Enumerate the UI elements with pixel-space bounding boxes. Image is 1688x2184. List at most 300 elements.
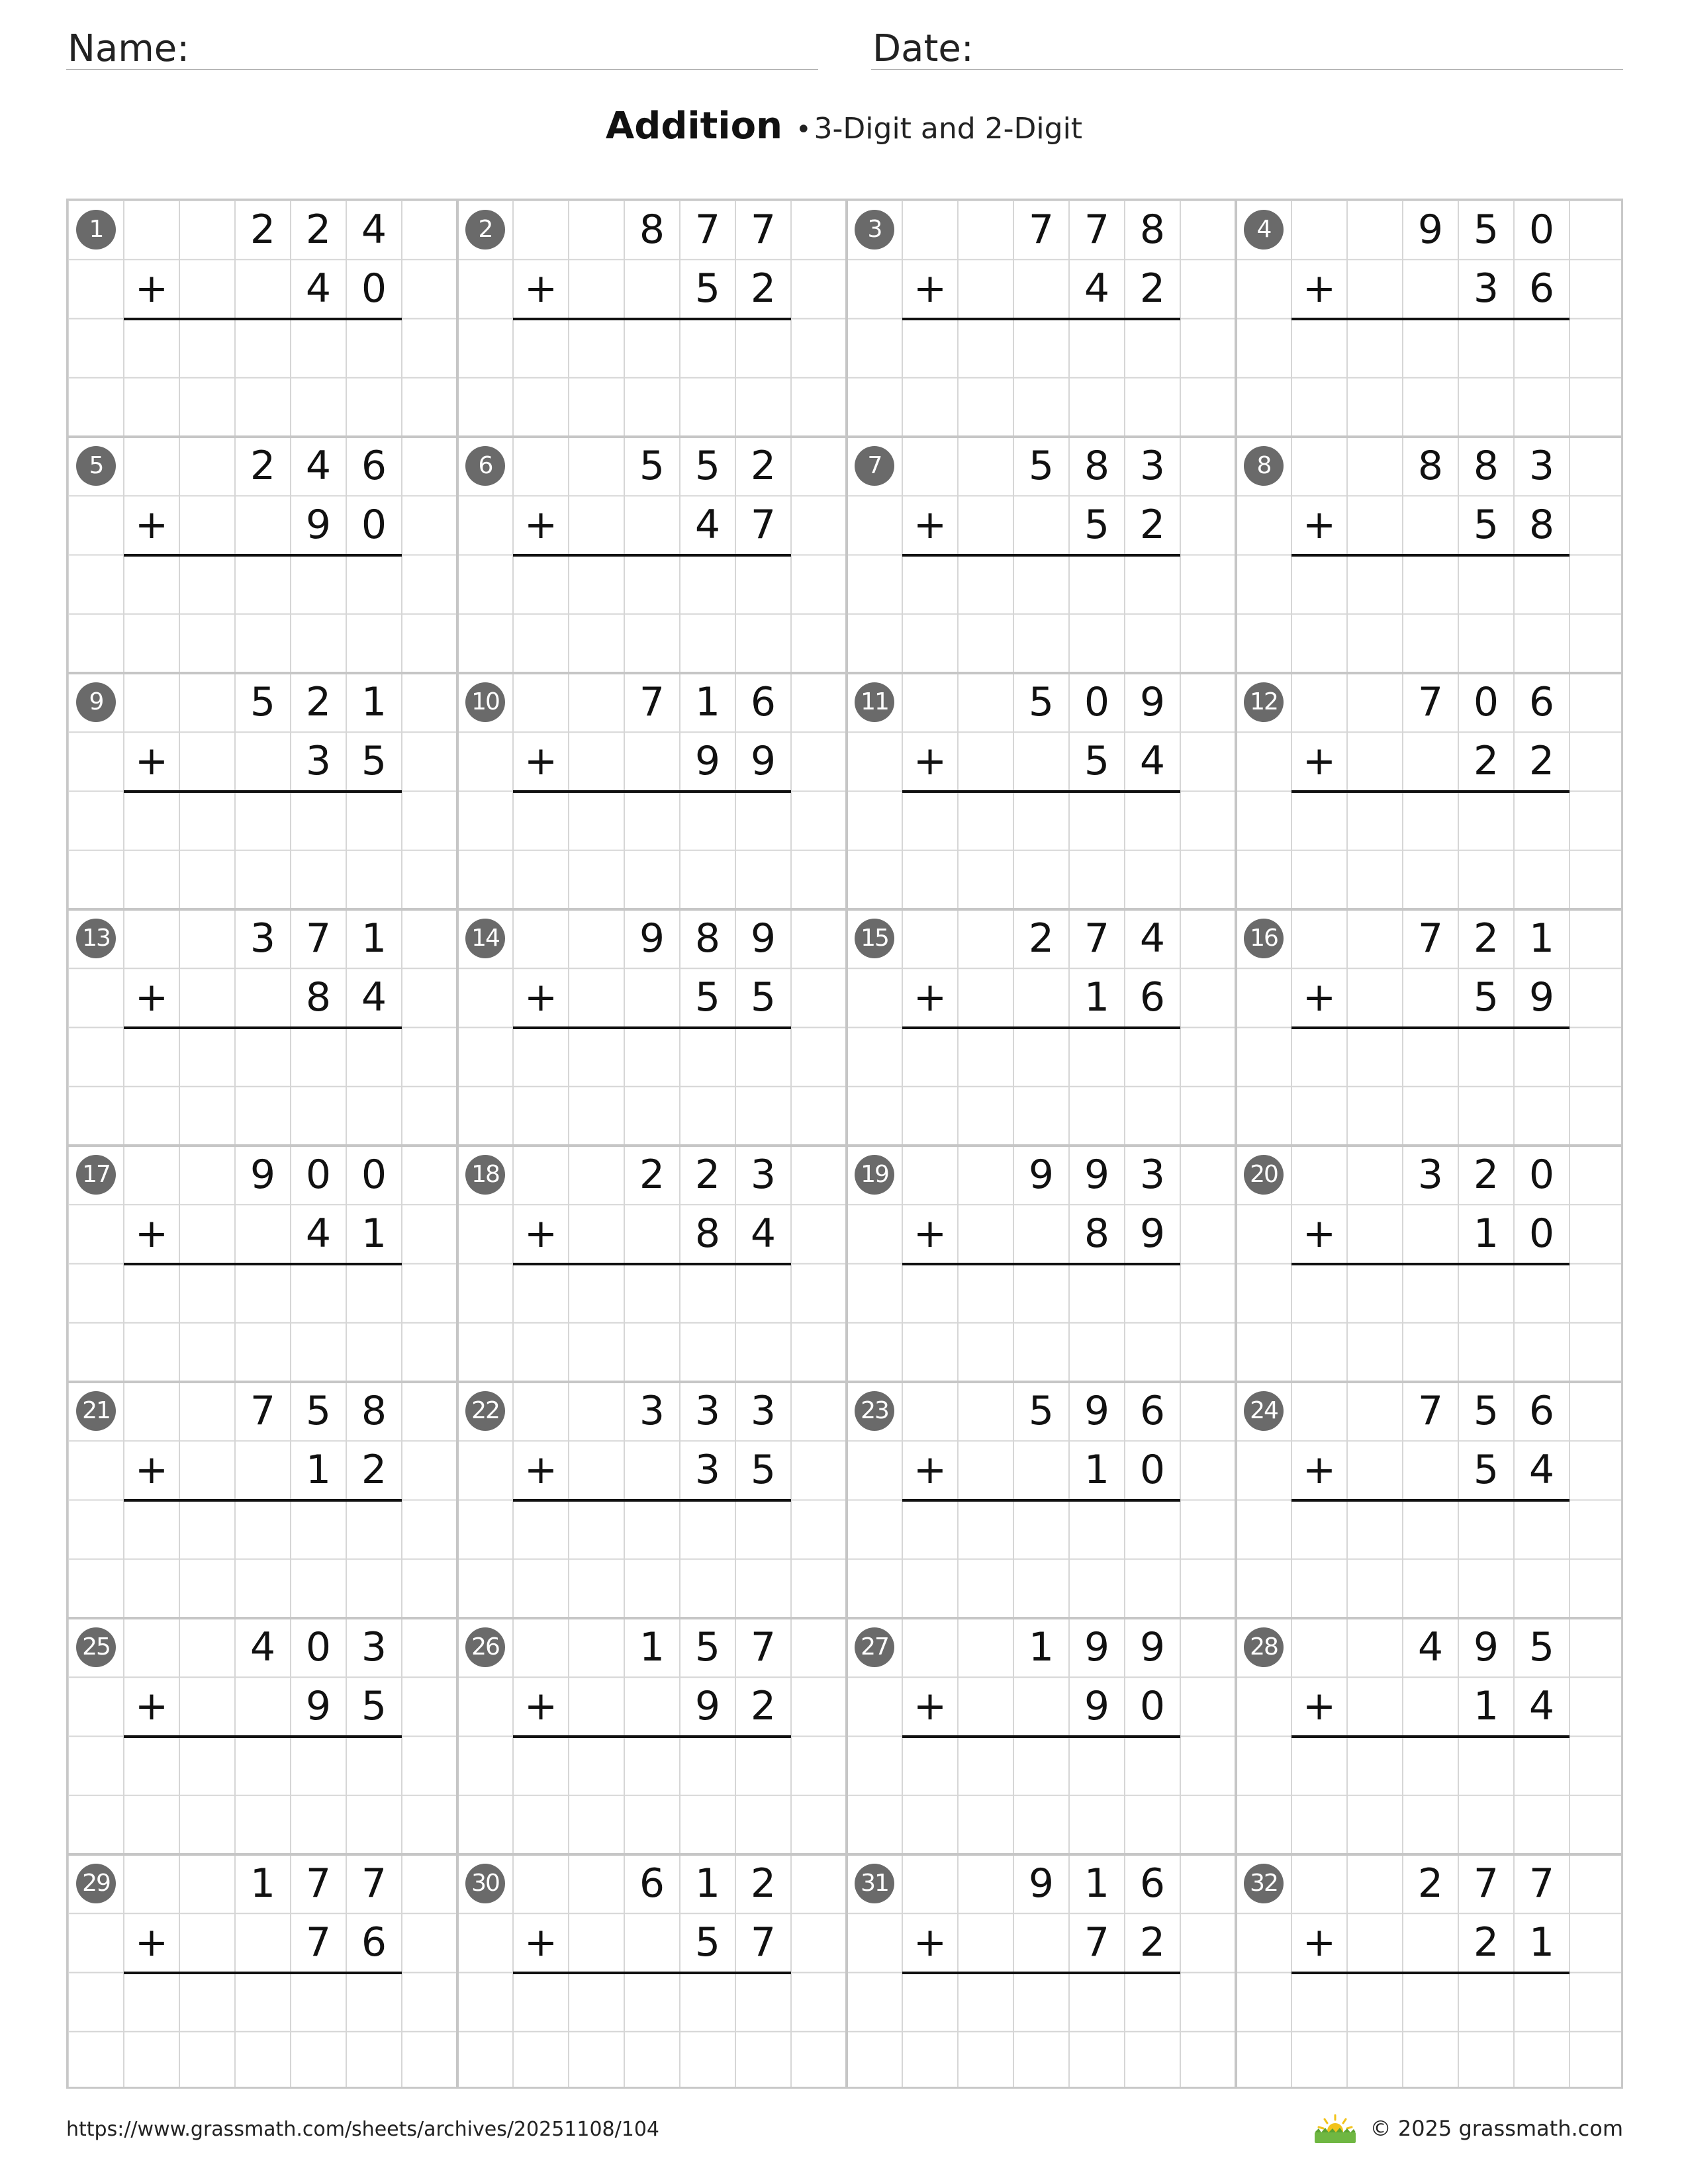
plus-sign: + xyxy=(524,1683,558,1730)
addend-bottom-digit: 1 xyxy=(1528,1919,1555,1966)
answer-row[interactable] xyxy=(124,1973,402,2032)
addend-top-digit: 9 xyxy=(1139,1624,1166,1670)
problem-number-badge: 16 xyxy=(1244,919,1284,958)
addend-bottom-digit: 9 xyxy=(1528,974,1555,1021)
addend-top-digit: 7 xyxy=(1084,206,1110,253)
problem-14 xyxy=(457,909,847,1146)
plus-sign: + xyxy=(134,1210,169,1257)
problem-11 xyxy=(847,673,1236,909)
problem-13 xyxy=(68,909,457,1146)
addend-top-digit: 2 xyxy=(1473,1152,1499,1198)
addend-top-digit: 4 xyxy=(1139,915,1166,962)
addend-top-digit: 9 xyxy=(1028,1860,1055,1907)
problem-grid xyxy=(66,199,1623,2089)
date-label: Date: xyxy=(872,27,974,70)
problem-21 xyxy=(68,1382,457,1618)
answer-row[interactable] xyxy=(902,1264,1180,1323)
addend-bottom-digit: 4 xyxy=(1139,738,1166,785)
addend-top-digit: 1 xyxy=(361,915,387,962)
addend-bottom-digit: 6 xyxy=(1139,974,1166,1021)
plus-sign: + xyxy=(134,974,169,1021)
problem-31 xyxy=(847,1854,1236,2091)
problem-32 xyxy=(1236,1854,1625,2091)
problem-number-badge: 3 xyxy=(855,210,894,250)
footer-copyright: © 2025 grassmath.com xyxy=(1370,2116,1623,2141)
addend-bottom-digit: 1 xyxy=(1473,1210,1499,1257)
problem-24 xyxy=(1236,1382,1625,1618)
addend-top-digit: 5 xyxy=(694,1624,721,1670)
answer-row[interactable] xyxy=(513,378,791,437)
addend-top-digit: 3 xyxy=(639,1388,665,1434)
answer-row[interactable] xyxy=(1291,2032,1570,2091)
addend-top-digit: 5 xyxy=(639,443,665,489)
answer-row[interactable] xyxy=(513,1973,791,2032)
problem-7 xyxy=(847,437,1236,673)
answer-row[interactable] xyxy=(513,1737,791,1796)
plus-sign: + xyxy=(1302,974,1336,1021)
plus-sign: + xyxy=(1302,738,1336,785)
problem-18 xyxy=(457,1146,847,1382)
answer-row[interactable] xyxy=(1291,850,1570,909)
problem-1 xyxy=(68,201,457,437)
addend-bottom-digit: 0 xyxy=(361,502,387,549)
problem-15 xyxy=(847,909,1236,1146)
problem-28 xyxy=(1236,1618,1625,1854)
problem-number-badge: 32 xyxy=(1244,1864,1284,1903)
addend-top-digit: 6 xyxy=(1139,1388,1166,1434)
addend-bottom-digit: 0 xyxy=(1139,1447,1166,1494)
problem-number-badge: 21 xyxy=(76,1391,116,1431)
plus-sign: + xyxy=(1302,1210,1336,1257)
addend-top-digit: 2 xyxy=(305,206,332,253)
answer-row[interactable] xyxy=(902,792,1180,850)
problem-6 xyxy=(457,437,847,673)
addend-top-digit: 6 xyxy=(750,679,776,725)
answer-row[interactable] xyxy=(124,555,402,614)
addend-top-digit: 4 xyxy=(361,206,387,253)
addend-bottom-digit: 8 xyxy=(694,1210,721,1257)
addend-top-digit: 7 xyxy=(1084,915,1110,962)
addend-top-digit: 0 xyxy=(1528,1152,1555,1198)
problem-number-badge: 6 xyxy=(465,446,505,486)
addend-bottom-digit: 5 xyxy=(694,974,721,1021)
answer-row[interactable] xyxy=(902,1087,1180,1146)
addend-bottom-digit: 4 xyxy=(750,1210,776,1257)
addend-bottom-digit: 4 xyxy=(305,265,332,312)
footer-url: https://www.grassmath.com/sheets/archives/20251108/104 xyxy=(66,2118,660,2141)
answer-row[interactable] xyxy=(1291,1264,1570,1323)
addend-bottom-digit: 4 xyxy=(1528,1683,1555,1730)
addend-bottom-digit: 2 xyxy=(1528,738,1555,785)
problem-5 xyxy=(68,437,457,673)
addend-top-digit: 2 xyxy=(250,443,276,489)
problem-number-badge: 11 xyxy=(855,682,894,722)
addend-top-digit: 1 xyxy=(694,1860,721,1907)
addend-top-digit: 4 xyxy=(305,443,332,489)
addend-top-digit: 2 xyxy=(305,679,332,725)
addend-top-digit: 7 xyxy=(1528,1860,1555,1907)
plus-sign: + xyxy=(913,1683,947,1730)
addend-bottom-digit: 1 xyxy=(1084,1447,1110,1494)
answer-row[interactable] xyxy=(902,2032,1180,2091)
answer-row[interactable] xyxy=(513,555,791,614)
addend-top-digit: 5 xyxy=(250,679,276,725)
problem-number-badge: 27 xyxy=(855,1627,894,1667)
addend-top-digit: 7 xyxy=(694,206,721,253)
answer-row[interactable] xyxy=(1291,792,1570,850)
answer-row[interactable] xyxy=(124,792,402,850)
addend-bottom-digit: 5 xyxy=(361,1683,387,1730)
problem-20 xyxy=(1236,1146,1625,1382)
title-bullet: • xyxy=(795,114,812,145)
plus-sign: + xyxy=(134,502,169,549)
title-subtitle: 3-Digit and 2-Digit xyxy=(814,112,1083,146)
answer-row[interactable] xyxy=(902,1559,1180,1618)
answer-row[interactable] xyxy=(513,1796,791,1854)
problem-29 xyxy=(68,1854,457,2091)
answer-row[interactable] xyxy=(124,1028,402,1087)
addend-top-digit: 1 xyxy=(1084,1860,1110,1907)
addend-top-digit: 2 xyxy=(1473,915,1499,962)
addend-top-digit: 0 xyxy=(1473,679,1499,725)
addend-top-digit: 6 xyxy=(1139,1860,1166,1907)
addend-bottom-digit: 9 xyxy=(1084,1683,1110,1730)
problem-number-badge: 23 xyxy=(855,1391,894,1431)
problem-22 xyxy=(457,1382,847,1618)
problem-number-badge: 2 xyxy=(465,210,505,250)
addend-top-digit: 2 xyxy=(639,1152,665,1198)
addend-top-digit: 9 xyxy=(1084,1152,1110,1198)
answer-row[interactable] xyxy=(124,1264,402,1323)
addend-top-digit: 6 xyxy=(361,443,387,489)
problem-number-badge: 18 xyxy=(465,1155,505,1195)
plus-sign: + xyxy=(134,1919,169,1966)
addend-top-digit: 9 xyxy=(639,915,665,962)
plus-sign: + xyxy=(524,1447,558,1494)
problem-27 xyxy=(847,1618,1236,1854)
addend-bottom-digit: 0 xyxy=(361,265,387,312)
addend-top-digit: 5 xyxy=(305,1388,332,1434)
problem-8 xyxy=(1236,437,1625,673)
addend-top-digit: 7 xyxy=(1417,679,1444,725)
addend-bottom-digit: 4 xyxy=(1528,1447,1555,1494)
addend-bottom-digit: 7 xyxy=(1084,1919,1110,1966)
problem-number-badge: 4 xyxy=(1244,210,1284,250)
answer-row[interactable] xyxy=(902,1500,1180,1559)
addend-bottom-digit: 5 xyxy=(750,1447,776,1494)
addend-top-digit: 9 xyxy=(1139,679,1166,725)
problem-number-badge: 12 xyxy=(1244,682,1284,722)
addend-top-digit: 8 xyxy=(1139,206,1166,253)
addend-bottom-digit: 3 xyxy=(305,738,332,785)
answer-row[interactable] xyxy=(1291,1973,1570,2032)
addend-top-digit: 1 xyxy=(361,679,387,725)
answer-row[interactable] xyxy=(124,1323,402,1382)
addend-bottom-digit: 3 xyxy=(694,1447,721,1494)
addend-bottom-digit: 1 xyxy=(1084,974,1110,1021)
addend-bottom-digit: 1 xyxy=(361,1210,387,1257)
addend-bottom-digit: 8 xyxy=(1528,502,1555,549)
addend-top-digit: 4 xyxy=(250,1624,276,1670)
addend-top-digit: 9 xyxy=(1084,1388,1110,1434)
addend-top-digit: 7 xyxy=(1417,915,1444,962)
answer-row[interactable] xyxy=(902,1973,1180,2032)
addend-bottom-digit: 5 xyxy=(1473,1447,1499,1494)
problem-number-badge: 24 xyxy=(1244,1391,1284,1431)
addend-bottom-digit: 8 xyxy=(305,974,332,1021)
plus-sign: + xyxy=(1302,1683,1336,1730)
problem-number-badge: 31 xyxy=(855,1864,894,1903)
addend-bottom-digit: 7 xyxy=(305,1919,332,1966)
answer-row[interactable] xyxy=(902,614,1180,673)
answer-row[interactable] xyxy=(124,2032,402,2091)
addend-top-digit: 9 xyxy=(250,1152,276,1198)
problem-number-badge: 9 xyxy=(76,682,116,722)
addend-top-digit: 9 xyxy=(750,915,776,962)
answer-row[interactable] xyxy=(902,850,1180,909)
answer-row[interactable] xyxy=(1291,1087,1570,1146)
addend-top-digit: 5 xyxy=(1028,1388,1055,1434)
answer-row[interactable] xyxy=(1291,1559,1570,1618)
answer-row[interactable] xyxy=(513,850,791,909)
problem-9 xyxy=(68,673,457,909)
answer-row[interactable] xyxy=(124,1087,402,1146)
worksheet-title xyxy=(0,105,1688,148)
addend-bottom-digit: 8 xyxy=(1084,1210,1110,1257)
plus-sign: + xyxy=(524,265,558,312)
plus-sign: + xyxy=(913,265,947,312)
answer-row[interactable] xyxy=(1291,555,1570,614)
answer-row[interactable] xyxy=(1291,1500,1570,1559)
addend-top-digit: 9 xyxy=(1473,1624,1499,1670)
answer-row[interactable] xyxy=(902,1796,1180,1854)
addend-top-digit: 7 xyxy=(639,679,665,725)
addend-top-digit: 5 xyxy=(1473,1388,1499,1434)
addend-top-digit: 2 xyxy=(750,443,776,489)
addend-top-digit: 2 xyxy=(1028,915,1055,962)
problem-23 xyxy=(847,1382,1236,1618)
addend-bottom-digit: 5 xyxy=(1084,738,1110,785)
addend-top-digit: 3 xyxy=(1528,443,1555,489)
addend-bottom-digit: 9 xyxy=(305,502,332,549)
answer-row[interactable] xyxy=(902,319,1180,378)
answer-row[interactable] xyxy=(902,1323,1180,1382)
problem-number-badge: 7 xyxy=(855,446,894,486)
addend-top-digit: 1 xyxy=(250,1860,276,1907)
answer-row[interactable] xyxy=(1291,1796,1570,1854)
addend-top-digit: 7 xyxy=(305,915,332,962)
answer-row[interactable] xyxy=(124,1737,402,1796)
addend-top-digit: 9 xyxy=(1028,1152,1055,1198)
addend-top-digit: 5 xyxy=(694,443,721,489)
answer-row[interactable] xyxy=(513,319,791,378)
answer-row[interactable] xyxy=(513,1028,791,1087)
problem-number-badge: 22 xyxy=(465,1391,505,1431)
problem-30 xyxy=(457,1854,847,2091)
addend-top-digit: 6 xyxy=(1528,679,1555,725)
addend-top-digit: 5 xyxy=(1028,679,1055,725)
addend-bottom-digit: 4 xyxy=(694,502,721,549)
addend-top-digit: 4 xyxy=(1417,1624,1444,1670)
answer-row[interactable] xyxy=(124,1500,402,1559)
addend-top-digit: 2 xyxy=(250,206,276,253)
addend-bottom-digit: 9 xyxy=(1139,1210,1166,1257)
answer-row[interactable] xyxy=(513,792,791,850)
addend-bottom-digit: 5 xyxy=(1473,974,1499,1021)
answer-row[interactable] xyxy=(124,850,402,909)
plus-sign: + xyxy=(913,974,947,1021)
addend-bottom-digit: 1 xyxy=(1473,1683,1499,1730)
plus-sign: + xyxy=(913,738,947,785)
addend-top-digit: 6 xyxy=(639,1860,665,1907)
addend-bottom-digit: 2 xyxy=(1473,738,1499,785)
addend-top-digit: 3 xyxy=(750,1388,776,1434)
addend-bottom-digit: 2 xyxy=(750,1683,776,1730)
addend-bottom-digit: 0 xyxy=(1139,1683,1166,1730)
addend-bottom-digit: 4 xyxy=(1084,265,1110,312)
problem-25 xyxy=(68,1618,457,1854)
addend-bottom-digit: 6 xyxy=(361,1919,387,1966)
addend-top-digit: 3 xyxy=(250,915,276,962)
problem-number-badge: 20 xyxy=(1244,1155,1284,1195)
addend-top-digit: 7 xyxy=(361,1860,387,1907)
addend-top-digit: 7 xyxy=(305,1860,332,1907)
answer-row[interactable] xyxy=(1291,319,1570,378)
problem-number-badge: 17 xyxy=(76,1155,116,1195)
answer-row[interactable] xyxy=(124,319,402,378)
problem-4 xyxy=(1236,201,1625,437)
plus-sign: + xyxy=(134,265,169,312)
answer-row[interactable] xyxy=(513,2032,791,2091)
answer-row[interactable] xyxy=(902,1737,1180,1796)
answer-row[interactable] xyxy=(124,1559,402,1618)
addend-bottom-digit: 9 xyxy=(750,738,776,785)
addend-bottom-digit: 5 xyxy=(694,265,721,312)
addend-top-digit: 7 xyxy=(250,1388,276,1434)
answer-row[interactable] xyxy=(902,555,1180,614)
addend-top-digit: 8 xyxy=(1084,443,1110,489)
answer-row[interactable] xyxy=(124,1796,402,1854)
plus-sign: + xyxy=(1302,1919,1336,1966)
addend-top-digit: 2 xyxy=(694,1152,721,1198)
answer-row[interactable] xyxy=(1291,1323,1570,1382)
answer-row[interactable] xyxy=(124,614,402,673)
addend-bottom-digit: 9 xyxy=(694,1683,721,1730)
name-label: Name: xyxy=(68,27,190,70)
problem-number-badge: 28 xyxy=(1244,1627,1284,1667)
addend-top-digit: 6 xyxy=(1528,1388,1555,1434)
answer-row[interactable] xyxy=(1291,1028,1570,1087)
problem-3 xyxy=(847,201,1236,437)
answer-row[interactable] xyxy=(902,378,1180,437)
problem-number-badge: 26 xyxy=(465,1627,505,1667)
date-field[interactable] xyxy=(871,25,1623,70)
addend-top-digit: 7 xyxy=(750,1624,776,1670)
plus-sign: + xyxy=(913,1919,947,1966)
addend-bottom-digit: 2 xyxy=(750,265,776,312)
answer-row[interactable] xyxy=(513,1087,791,1146)
problem-number-badge: 1 xyxy=(76,210,116,250)
addend-top-digit: 0 xyxy=(361,1152,387,1198)
plus-sign: + xyxy=(524,738,558,785)
plus-sign: + xyxy=(913,1210,947,1257)
addend-top-digit: 8 xyxy=(361,1388,387,1434)
addend-bottom-digit: 5 xyxy=(750,974,776,1021)
answer-row[interactable] xyxy=(513,1500,791,1559)
addend-top-digit: 1 xyxy=(694,679,721,725)
addend-top-digit: 5 xyxy=(1028,443,1055,489)
addend-top-digit: 3 xyxy=(361,1624,387,1670)
problem-17 xyxy=(68,1146,457,1382)
addend-top-digit: 7 xyxy=(1473,1860,1499,1907)
addend-top-digit: 1 xyxy=(1028,1624,1055,1670)
problem-16 xyxy=(1236,909,1625,1146)
addend-bottom-digit: 2 xyxy=(1139,502,1166,549)
problem-number-badge: 19 xyxy=(855,1155,894,1195)
problem-number-badge: 15 xyxy=(855,919,894,958)
addend-top-digit: 3 xyxy=(1139,1152,1166,1198)
plus-sign: + xyxy=(913,502,947,549)
answer-row[interactable] xyxy=(124,378,402,437)
addend-bottom-digit: 2 xyxy=(1473,1919,1499,1966)
addend-bottom-digit: 9 xyxy=(694,738,721,785)
problem-number-badge: 14 xyxy=(465,919,505,958)
sun-over-grass-icon xyxy=(1312,2113,1358,2144)
addend-top-digit: 8 xyxy=(1473,443,1499,489)
addend-top-digit: 9 xyxy=(1084,1624,1110,1670)
addend-bottom-digit: 0 xyxy=(1528,1210,1555,1257)
answer-row[interactable] xyxy=(513,1323,791,1382)
answer-row[interactable] xyxy=(513,1559,791,1618)
answer-row[interactable] xyxy=(1291,1737,1570,1796)
plus-sign: + xyxy=(524,974,558,1021)
answer-row[interactable] xyxy=(513,1264,791,1323)
plus-sign: + xyxy=(524,1919,558,1966)
answer-row[interactable] xyxy=(513,614,791,673)
addend-bottom-digit: 5 xyxy=(1473,502,1499,549)
addend-top-digit: 2 xyxy=(750,1860,776,1907)
addend-top-digit: 8 xyxy=(639,206,665,253)
problem-26 xyxy=(457,1618,847,1854)
problem-10 xyxy=(457,673,847,909)
name-field[interactable] xyxy=(66,25,818,70)
addend-bottom-digit: 5 xyxy=(1084,502,1110,549)
answer-row[interactable] xyxy=(902,1028,1180,1087)
addend-bottom-digit: 3 xyxy=(1473,265,1499,312)
problem-number-badge: 13 xyxy=(76,919,116,958)
plus-sign: + xyxy=(134,1683,169,1730)
addend-top-digit: 1 xyxy=(639,1624,665,1670)
addend-top-digit: 7 xyxy=(1417,1388,1444,1434)
addend-bottom-digit: 2 xyxy=(1139,265,1166,312)
addend-bottom-digit: 7 xyxy=(750,1919,776,1966)
answer-row[interactable] xyxy=(1291,378,1570,437)
addend-top-digit: 3 xyxy=(1417,1152,1444,1198)
problem-number-badge: 5 xyxy=(76,446,116,486)
answer-row[interactable] xyxy=(1291,614,1570,673)
problem-19 xyxy=(847,1146,1236,1382)
addend-top-digit: 2 xyxy=(1417,1860,1444,1907)
problem-number-badge: 8 xyxy=(1244,446,1284,486)
addend-bottom-digit: 5 xyxy=(361,738,387,785)
addend-top-digit: 3 xyxy=(1139,443,1166,489)
addend-top-digit: 5 xyxy=(1528,1624,1555,1670)
plus-sign: + xyxy=(1302,1447,1336,1494)
addend-top-digit: 9 xyxy=(1417,206,1444,253)
addend-top-digit: 5 xyxy=(1473,206,1499,253)
plus-sign: + xyxy=(524,1210,558,1257)
problem-number-badge: 25 xyxy=(76,1627,116,1667)
